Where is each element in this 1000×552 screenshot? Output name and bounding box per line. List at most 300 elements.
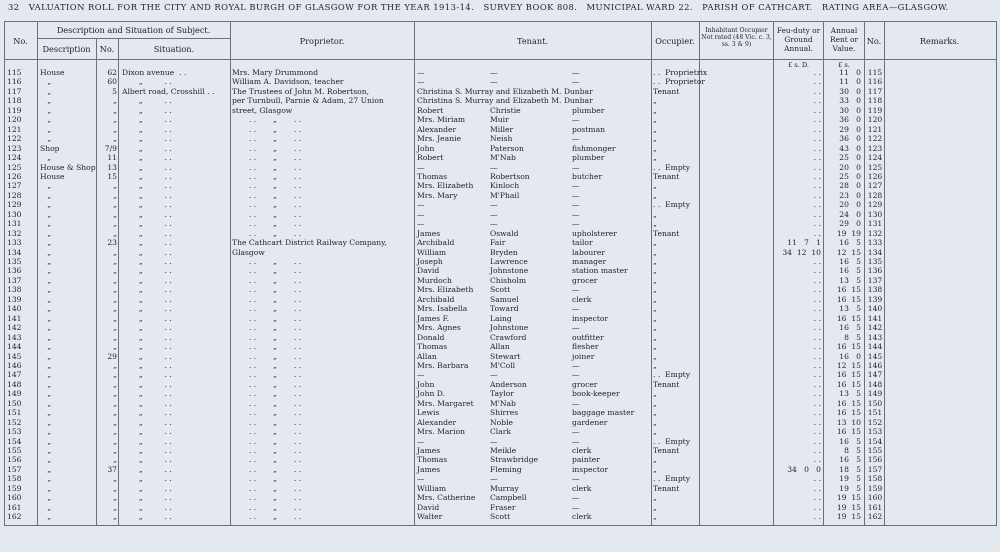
cell-val: 8 5 <box>841 446 861 455</box>
cell-no: 143 <box>7 332 22 342</box>
col-no3: No. <box>866 36 882 46</box>
cell-no: 130 <box>7 209 22 219</box>
cell-t3: clerk <box>572 446 592 455</box>
cell-t3: — <box>572 427 580 437</box>
cell-no: 150 <box>7 398 22 408</box>
cell-desc: „ <box>40 77 52 87</box>
cell-num: „ <box>113 96 117 106</box>
rule <box>118 38 119 525</box>
cell-no: 157 <box>867 464 883 474</box>
cell-sit: „ . . <box>122 398 172 408</box>
cell-occ: „ <box>653 257 657 266</box>
cell-t3: — <box>572 304 580 314</box>
cell-desc: „ <box>40 342 52 352</box>
cell-feu: . . <box>813 502 821 512</box>
cell-occ: „ <box>653 238 657 248</box>
cell-no: 152 <box>867 417 883 427</box>
cell-num: „ <box>113 332 117 342</box>
cell-t3: book-keeper <box>572 389 620 399</box>
cell-val: 16 15 <box>836 379 861 389</box>
cell-prop: . . „ . . <box>232 379 302 389</box>
cell-sit: „ . . <box>122 285 172 295</box>
cell-prop: . . „ . . <box>232 219 302 229</box>
cell-t1: — <box>417 436 425 446</box>
cell-desc: „ <box>40 266 52 276</box>
cell-t1: James <box>417 446 441 455</box>
cell-val: 16 5 <box>839 257 861 266</box>
cell-feu: . . <box>813 427 821 437</box>
cell-feu: . . <box>813 228 821 238</box>
cell-sit: „ . . <box>122 115 172 125</box>
cell-no: 132 <box>867 228 883 238</box>
cell-num: „ <box>113 115 117 125</box>
cell-feu: . . <box>813 446 821 455</box>
cell-desc: „ <box>40 115 52 125</box>
cell-t1: James <box>417 228 441 238</box>
cell-desc: „ <box>40 228 52 238</box>
cell-t1: Murdoch <box>417 275 452 285</box>
cell-no: 131 <box>867 219 883 229</box>
cell-t3: plumber <box>572 153 605 163</box>
cell-t1: Mrs. Barbara <box>417 360 469 370</box>
cell-val: 24 0 <box>839 209 861 219</box>
cell-occ: „ <box>653 115 657 125</box>
parish: PARISH OF CATHCART. <box>702 2 813 12</box>
cell-no: 155 <box>7 446 22 455</box>
cell-no: 115 <box>867 68 883 77</box>
cell-no: 136 <box>867 266 883 276</box>
cell-num: 13 <box>107 162 117 172</box>
cell-t2: M'Phail <box>490 190 520 200</box>
cell-val: 12 15 <box>836 360 861 370</box>
cell-sit: „ . . <box>122 294 172 304</box>
cell-t1: James F. <box>417 313 450 323</box>
cell-no: 147 <box>7 370 22 380</box>
cell-val: 23 0 <box>839 190 861 200</box>
cell-t1: Allan <box>417 351 437 361</box>
cell-sit: „ . . <box>122 323 172 333</box>
cell-t3: labourer <box>572 247 606 257</box>
cell-t2: Fleming <box>490 464 522 474</box>
cell-t1: Thomas <box>417 455 448 465</box>
rule <box>864 21 865 525</box>
cell-num: „ <box>113 455 117 465</box>
cell-sit: „ . . <box>122 228 172 238</box>
cell-no: 139 <box>867 294 883 304</box>
cell-num: 23 <box>107 238 117 248</box>
cell-feu: . . <box>813 294 821 304</box>
cell-t3: — <box>572 115 580 125</box>
cell-no: 145 <box>7 351 22 361</box>
cell-t1: Archibald <box>417 238 455 248</box>
cell-desc: „ <box>40 285 52 295</box>
cell-val: 16 15 <box>836 294 861 304</box>
cell-no: 118 <box>7 96 22 106</box>
rule <box>884 21 885 525</box>
cell-t3: — <box>572 398 580 408</box>
cell-desc: „ <box>40 275 52 285</box>
cell-val: 36 0 <box>839 115 861 125</box>
cell-num: „ <box>113 502 117 512</box>
cell-occ: „ <box>653 143 657 153</box>
cell-prop: . . „ . . <box>232 360 302 370</box>
cell-t2: Paterson <box>490 143 524 153</box>
cell-desc: „ <box>40 455 52 465</box>
cell-feu: . . <box>813 275 821 285</box>
cell-t1: William <box>417 483 447 493</box>
cell-feu: 34 12 10 <box>782 247 821 257</box>
cell-sit: „ . . <box>122 436 172 446</box>
cell-prop: . . „ . . <box>232 275 302 285</box>
cell-prop: . . „ . . <box>232 228 302 238</box>
cell-t1: John <box>417 379 435 389</box>
cell-val: 30 0 <box>839 86 861 96</box>
cell-t2: Shirres <box>490 408 519 418</box>
cell-prop: . . „ . . <box>232 209 302 219</box>
cell-no: 130 <box>867 209 883 219</box>
cell-sit: „ . . <box>122 313 172 323</box>
cell-desc: „ <box>40 398 52 408</box>
cell-sit: „ . . <box>122 266 172 276</box>
cell-prop: . . „ . . <box>232 464 302 474</box>
rule <box>414 21 415 525</box>
cell-feu: . . <box>813 77 821 87</box>
cell-feu: . . <box>813 304 821 314</box>
cell-occ: „ <box>653 105 657 115</box>
cell-val: 20 0 <box>839 162 861 172</box>
cell-no: 146 <box>867 360 883 370</box>
cell-desc: „ <box>40 323 52 333</box>
cell-sit: „ . . <box>122 190 172 200</box>
cell-t1: — <box>417 162 425 172</box>
cell-feu: . . <box>813 323 821 333</box>
cell-desc: „ <box>40 247 52 257</box>
cell-t1: Robert <box>417 153 444 163</box>
cell-occ: „ <box>653 209 657 219</box>
cell-no: 150 <box>867 398 883 408</box>
rule <box>823 21 824 525</box>
cell-t1: Mrs. Agnes <box>417 323 461 333</box>
cell-no: 142 <box>867 323 883 333</box>
cell-t2: Kinloch <box>490 181 520 191</box>
cell-feu: . . <box>813 153 821 163</box>
cell-feu: . . <box>813 181 821 191</box>
cell-num: 11 <box>107 153 117 163</box>
cell-t3: postman <box>572 124 606 134</box>
cell-sit: „ . . <box>122 379 172 389</box>
cell-no: 131 <box>7 219 22 229</box>
cell-occ: „ <box>653 360 657 370</box>
cell-sit: „ . . <box>122 455 172 465</box>
cell-num: „ <box>113 124 117 134</box>
cell-t1: — <box>417 474 425 484</box>
cell-occ: „ <box>653 493 657 503</box>
cell-t2: Scott <box>490 285 511 295</box>
cell-occ: . . Empty <box>653 162 691 172</box>
cell-occ: „ <box>653 247 657 257</box>
cell-t1: David <box>417 266 440 276</box>
cell-num: „ <box>113 257 117 266</box>
cell-t2: Murray <box>490 483 519 493</box>
cell-val: 16 5 <box>839 323 861 333</box>
cell-t3: — <box>572 68 580 77</box>
cell-occ: „ <box>653 124 657 134</box>
cell-no: 141 <box>867 313 883 323</box>
cell-no: 148 <box>7 379 22 389</box>
cell-val: 19 5 <box>839 483 861 493</box>
cell-occ: „ <box>653 294 657 304</box>
cell-no: 158 <box>867 474 883 484</box>
cell-num: „ <box>113 370 117 380</box>
cell-val: 19 15 <box>836 493 861 503</box>
cell-feu: . . <box>813 332 821 342</box>
cell-desc: House <box>40 171 65 181</box>
cell-val: 36 0 <box>839 134 861 144</box>
cell-occ: „ <box>653 342 657 352</box>
cell-sit: Albert road, Crosshill . . <box>122 86 215 96</box>
col-no: No. <box>13 36 28 46</box>
cell-num: „ <box>113 474 117 484</box>
cell-prop: . . „ . . <box>232 493 302 503</box>
cell-no: 134 <box>867 247 883 257</box>
cell-sit: „ . . <box>122 247 172 257</box>
cell-feu: 11 7 1 <box>787 238 821 248</box>
cell-t1: Alexander <box>417 124 457 134</box>
cell-occ: „ <box>653 427 657 437</box>
cell-sit: „ . . <box>122 446 172 455</box>
cell-t1: Mrs. Mary <box>417 190 458 200</box>
cell-t1: James <box>417 464 441 474</box>
cell-t3: — <box>572 162 580 172</box>
cell-t3: — <box>572 370 580 380</box>
cell-t2: — <box>490 68 498 77</box>
cell-no: 161 <box>7 502 22 512</box>
cell-desc: House & Shop <box>40 162 96 172</box>
cell-sit: „ . . <box>122 181 172 191</box>
cell-no: 160 <box>7 493 22 503</box>
cell-no: 137 <box>7 275 22 285</box>
cell-val: 30 0 <box>839 105 861 115</box>
rating-area: RATING AREA—GLASGOW. <box>821 2 949 12</box>
cell-feu: . . <box>813 313 821 323</box>
cell-t2: Miller <box>490 124 514 134</box>
cell-num: „ <box>113 389 117 399</box>
cell-prop: . . „ . . <box>232 200 302 210</box>
currency-feu: £ s. D. <box>787 61 809 69</box>
cell-sit: „ . . <box>122 162 172 172</box>
cell-t3: — <box>572 493 580 503</box>
cell-desc: „ <box>40 190 52 200</box>
cell-desc: „ <box>40 257 52 266</box>
survey-book: SURVEY BOOK 808. <box>483 2 578 12</box>
page-header <box>8 2 955 12</box>
cell-no: 128 <box>867 190 883 200</box>
cell-no: 145 <box>867 351 883 361</box>
cell-no: 158 <box>7 474 22 484</box>
cell-feu: . . <box>813 512 821 522</box>
cell-no: 153 <box>7 427 22 437</box>
cell-desc: „ <box>40 436 52 446</box>
cell-t3: grocer <box>572 379 598 389</box>
cell-no: 138 <box>867 285 883 295</box>
cell-val: 18 5 <box>839 464 861 474</box>
cell-t3: — <box>572 181 580 191</box>
cell-val: 16 5 <box>839 455 861 465</box>
cell-t2: M'Coll <box>490 360 516 370</box>
cell-occ: . . Empty <box>653 436 691 446</box>
cell-prop: . . „ . . <box>232 266 302 276</box>
cell-val: 16 5 <box>839 238 861 248</box>
cell-val: 16 15 <box>836 313 861 323</box>
cell-t3: tailor <box>572 238 593 248</box>
cell-t2: Allan <box>490 342 510 352</box>
cell-num: „ <box>113 200 117 210</box>
cell-sit: „ . . <box>122 219 172 229</box>
cell-sit: „ . . <box>122 257 172 266</box>
cell-desc: „ <box>40 200 52 210</box>
cell-desc: „ <box>40 474 52 484</box>
cell-feu: . . <box>813 162 821 172</box>
cell-t3: — <box>572 285 580 295</box>
cell-no: 133 <box>867 238 883 248</box>
cell-t2: Christie <box>490 105 521 115</box>
cell-no: 161 <box>867 502 883 512</box>
cell-no: 117 <box>7 86 22 96</box>
cell-sit: „ . . <box>122 304 172 314</box>
cell-no: 141 <box>7 313 22 323</box>
cell-occ: „ <box>653 455 657 465</box>
cell-t3: — <box>572 474 580 484</box>
cell-prop: . . „ . . <box>232 351 302 361</box>
cell-val: 19 19 <box>836 228 861 238</box>
cell-prop: . . „ . . <box>232 285 302 295</box>
cell-no: 129 <box>867 200 883 210</box>
cell-sit: „ . . <box>122 342 172 352</box>
cell-desc: „ <box>40 181 52 191</box>
cell-no: 121 <box>7 124 22 134</box>
cell-no: 138 <box>7 285 22 295</box>
cell-sit: „ . . <box>122 427 172 437</box>
cell-t2: — <box>490 436 498 446</box>
cell-feu: . . <box>813 370 821 380</box>
cell-desc: „ <box>40 124 52 134</box>
cell-no: 148 <box>867 379 883 389</box>
cell-val: 16 15 <box>836 427 861 437</box>
cell-t1: Christina S. Murray and Elizabeth M. Dunbar <box>417 96 593 106</box>
cell-val: 43 0 <box>839 143 861 153</box>
cell-prop: . . „ . . <box>232 512 302 522</box>
cell-sit: „ . . <box>122 483 172 493</box>
cell-occ: . . Empty <box>653 474 691 484</box>
cell-t2: — <box>490 370 498 380</box>
cell-no: 140 <box>867 304 883 314</box>
cell-t3: — <box>572 190 580 200</box>
cell-occ: „ <box>653 351 657 361</box>
cell-prop: . . „ . . <box>232 436 302 446</box>
cell-desc: „ <box>40 209 52 219</box>
cell-no: 128 <box>7 190 22 200</box>
cell-t3: manager <box>572 257 607 266</box>
cell-prop: The Trustees of John M. Robertson, <box>232 86 370 96</box>
cell-sit: „ . . <box>122 200 172 210</box>
cell-t1: Mrs. Jeanie <box>417 134 462 144</box>
cell-prop: . . „ . . <box>232 162 302 172</box>
cell-no: 133 <box>7 238 22 248</box>
cell-sit: „ . . <box>122 96 172 106</box>
cell-no: 151 <box>7 408 22 418</box>
rule <box>4 59 996 60</box>
cell-t2: Scott <box>490 512 511 522</box>
cell-desc: „ <box>40 294 52 304</box>
cell-no: 125 <box>7 162 22 172</box>
cell-desc: „ <box>40 134 52 144</box>
cell-sit: „ . . <box>122 238 172 248</box>
cell-occ: Tenant <box>653 483 680 493</box>
cell-no: 120 <box>7 115 22 125</box>
cell-t2: — <box>490 474 498 484</box>
cell-desc: Shop <box>40 143 60 153</box>
cell-t3: painter <box>572 455 600 465</box>
cell-t3: flesher <box>572 342 599 352</box>
cell-num: „ <box>113 493 117 503</box>
col-inhabitant: Inhabitant Occupier Not rated (48 Vic. c. 3, ss. 3 & 9) <box>701 27 772 48</box>
cell-t2: Neish <box>490 134 513 144</box>
cell-no: 123 <box>867 143 883 153</box>
cell-t3: — <box>572 219 580 229</box>
cell-val: 20 0 <box>839 200 861 210</box>
cell-sit: „ . . <box>122 512 172 522</box>
cell-t1: — <box>417 200 425 210</box>
cell-feu: . . <box>813 266 821 276</box>
cell-t1: Mrs. Elizabeth <box>417 285 474 295</box>
cell-occ: „ <box>653 266 657 276</box>
cell-feu: . . <box>813 379 821 389</box>
cell-no: 120 <box>867 115 883 125</box>
cell-val: 11 0 <box>839 77 861 87</box>
cell-desc: „ <box>40 464 52 474</box>
cell-t1: Walter <box>417 512 443 522</box>
cell-sit: „ . . <box>122 389 172 399</box>
cell-prop: . . „ . . <box>232 323 302 333</box>
cell-t1: Robert <box>417 105 444 115</box>
cell-sit: Dixon avenue . . <box>122 68 187 77</box>
ward: MUNICIPAL WARD 22. <box>586 2 693 12</box>
cell-feu: . . <box>813 417 821 427</box>
cell-t2: Oswald <box>490 228 519 238</box>
cell-num: „ <box>113 417 117 427</box>
cell-prop: William A. Davidson, teacher <box>232 77 344 87</box>
cell-t3: fishmonger <box>572 143 616 153</box>
cell-num: „ <box>113 360 117 370</box>
cell-no: 122 <box>867 134 883 144</box>
cell-prop: The Cathcart District Railway Company, <box>232 238 387 248</box>
cell-no: 154 <box>7 436 22 446</box>
cell-sit: „ . . <box>122 417 172 427</box>
cell-occ: „ <box>653 219 657 229</box>
cell-feu: . . <box>813 408 821 418</box>
roll-title: VALUATION ROLL FOR THE CITY AND ROYAL BURGH OF GLASGOW FOR THE YEAR 1913-14. <box>28 2 475 12</box>
cell-desc: „ <box>40 153 52 163</box>
cell-feu: . . <box>813 474 821 484</box>
cell-num: „ <box>113 181 117 191</box>
cell-val: 19 15 <box>836 502 861 512</box>
cell-t2: — <box>490 162 498 172</box>
cell-t2: Anderson <box>490 379 527 389</box>
cell-val: 16 5 <box>839 266 861 276</box>
rule <box>37 21 38 525</box>
cell-t1: — <box>417 68 425 77</box>
cell-sit: „ . . <box>122 209 172 219</box>
